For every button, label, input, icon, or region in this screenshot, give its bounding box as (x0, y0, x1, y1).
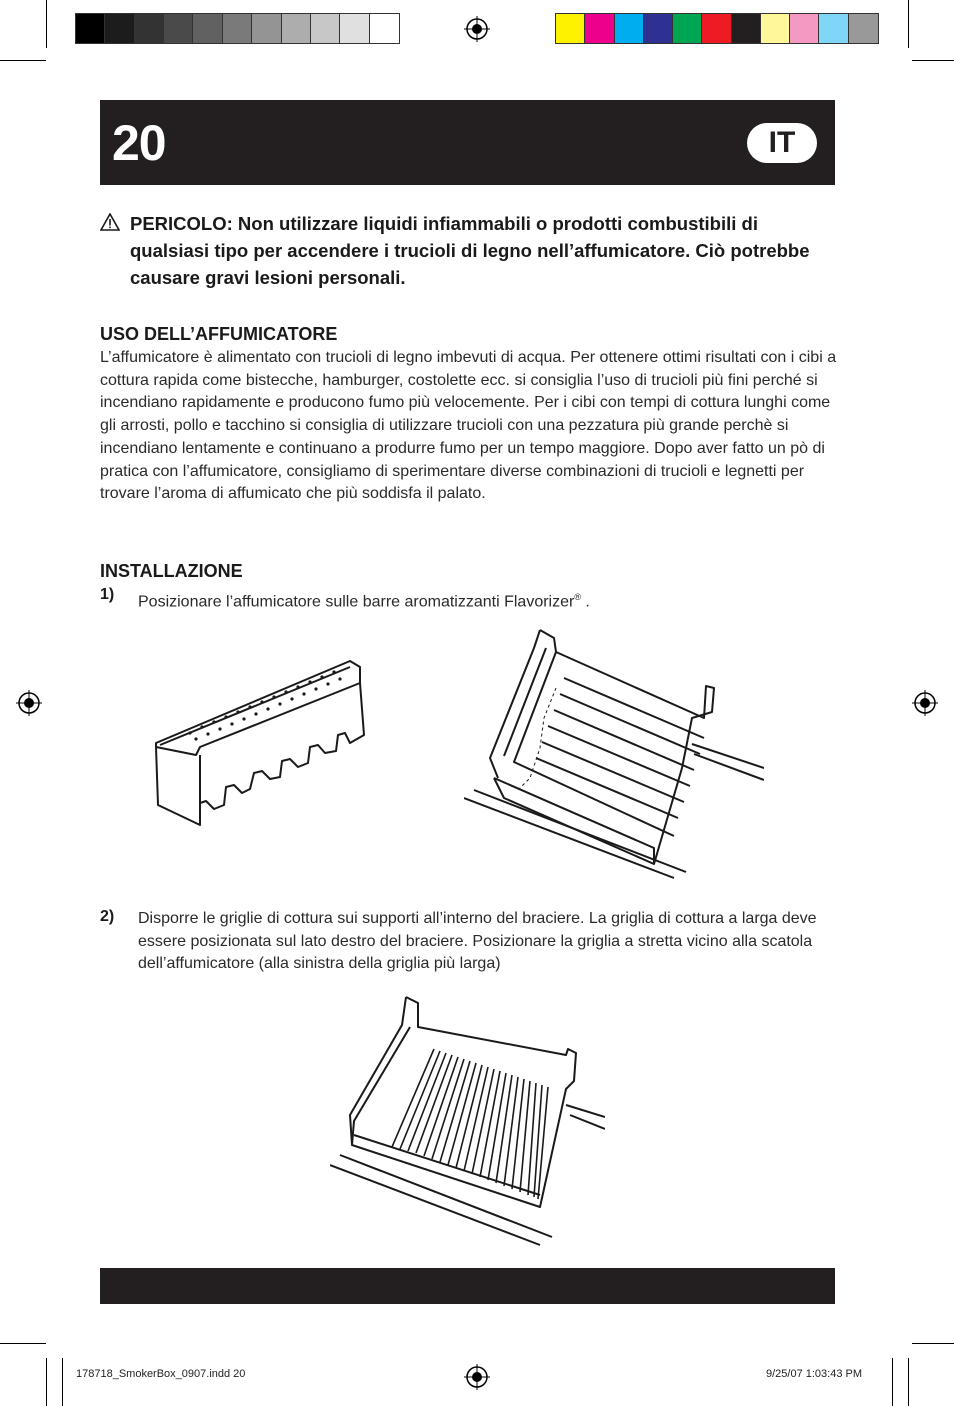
color-calibration-bar (555, 13, 879, 44)
smoker-box-illustration (150, 655, 370, 830)
registration-mark-left-icon (16, 690, 42, 716)
header-band (100, 100, 835, 185)
calibration-swatch (732, 14, 761, 43)
calibration-swatch (340, 14, 369, 43)
calibration-swatch (702, 14, 731, 43)
step-text-2: Disporre le griglie di cottura sui supporti all’interno del braciere. La griglia di cottura a larga deve essere posizionata sul lato destro del braciere. Posizionare la griglia a stretta vicino alla scatola dell’affumicatore (alla sinistra della griglia più larga) (138, 910, 817, 973)
calibration-swatch (761, 14, 790, 43)
step-number-2: 2) (100, 908, 115, 925)
registration-mark-bottom-icon (464, 1364, 490, 1390)
calibration-swatch (849, 14, 878, 43)
registration-mark-top-icon (464, 16, 490, 42)
calibration-swatch (223, 14, 252, 43)
calibration-swatch (311, 14, 340, 43)
calibration-swatch (282, 14, 311, 43)
smoker-on-flavorizer-bars-illustration (464, 628, 764, 883)
warning-triangle-icon (100, 213, 120, 231)
slug-datetime: 9/25/07 1:03:43 PM (766, 1368, 863, 1380)
slug-filename: 178718_SmokerBox_0907.indd 20 (76, 1368, 246, 1380)
footer-band (100, 1268, 835, 1304)
calibration-swatch (585, 14, 614, 43)
calibration-swatch (76, 14, 105, 43)
calibration-swatch (370, 14, 399, 43)
calibration-swatch (193, 14, 222, 43)
cooking-grates-illustration (330, 995, 605, 1247)
calibration-swatch (556, 14, 585, 43)
uso-body-text: L’affumicatore è alimentato con trucioli di legno imbevuti di acqua. Per ottenere ottimi risultati con i cibi a cottura rapida come bistecche, hamburger, costolette ecc. si consiglia l’uso di trucioli più fini perché si incendiano rapidamente e producono fumo più velocemente. Per i cibi con tempi di cottura lunghi come gli arrosti, pollo e tacchino si consiglia di utilizzare trucioli con una pezzatura più grande perchè si incendiano lentamente e continuano a produrre fumo per un tempo maggiore. Dopo aver fatto un pò di pratica con l’affumicatore, consigliamo di sperimentare diverse combinazioni di trucioli e legnetti per trovare l’aroma di affumicato che più soddisfa il palato. (100, 349, 837, 503)
language-badge: IT (747, 123, 817, 163)
step-text-1: Posizionare l’affumicatore sulle barre aromatizzanti Flavorizer® . (138, 592, 590, 611)
gray-calibration-bar (75, 13, 400, 44)
calibration-swatch (790, 14, 819, 43)
calibration-swatch (252, 14, 281, 43)
section-title-uso: USO DELL’AFFUMICATORE (100, 324, 338, 344)
registration-mark-right-icon (912, 690, 938, 716)
calibration-swatch (673, 14, 702, 43)
calibration-swatch (644, 14, 673, 43)
calibration-swatch (105, 14, 134, 43)
calibration-swatch (819, 14, 848, 43)
step-number-1: 1) (100, 586, 115, 603)
section-title-installazione: INSTALLAZIONE (100, 561, 243, 581)
calibration-swatch (135, 14, 164, 43)
page-number: 20 (112, 115, 166, 171)
danger-warning-text: PERICOLO: Non utilizzare liquidi infiammabili o prodotti combustibili di qualsiasi tipo per accendere i trucioli di legno nell’affumicatore. Ciò potrebbe causare gravi lesioni personali. (130, 213, 810, 288)
calibration-swatch (164, 14, 193, 43)
calibration-swatch (615, 14, 644, 43)
